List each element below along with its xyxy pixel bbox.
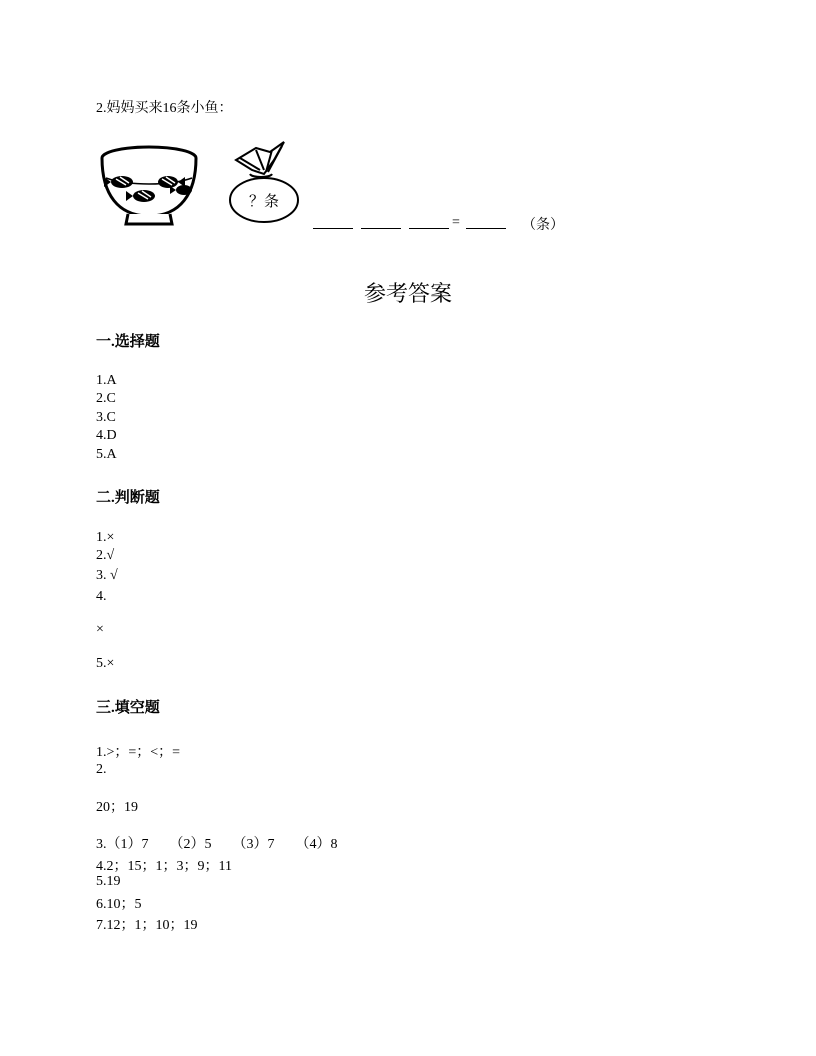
- unit-label: （条）: [522, 218, 564, 233]
- answer-line: 2.C: [96, 391, 116, 406]
- answer-line: 4.: [96, 589, 107, 604]
- answer-line: 5.×: [96, 656, 115, 671]
- blank-1: [313, 228, 353, 229]
- blank-3: [409, 228, 449, 229]
- answer-line: 4.D: [96, 428, 117, 443]
- bag-label: ？条: [248, 194, 280, 210]
- answer-line: 4.2；15；1；3；9；11: [96, 859, 232, 874]
- answer-line: 2.√: [96, 548, 115, 563]
- answer-line: 3. √: [96, 568, 118, 583]
- answer-line: 1.×: [96, 530, 115, 545]
- fish-bag-image: [226, 140, 312, 226]
- blank-answer: [466, 228, 506, 229]
- fish-bowl-image: [98, 144, 200, 230]
- question-text: 2.妈妈买来16条小鱼：: [96, 101, 233, 116]
- answer-key-title: 参考答案: [363, 281, 452, 306]
- answer-line: 5.A: [96, 447, 117, 462]
- answer-line: 6.10；5: [96, 897, 142, 912]
- answer-line: 3.C: [96, 410, 116, 425]
- answer-line: 5.19: [96, 874, 121, 889]
- answer-line: 1.>；=；<；=: [96, 745, 181, 760]
- section-heading: 一.选择题: [96, 334, 160, 350]
- answer-line: 1.A: [96, 373, 117, 388]
- answer-line: 20；19: [96, 800, 138, 815]
- section-heading: 二.判断题: [96, 490, 160, 506]
- section-heading: 三.填空题: [96, 700, 160, 716]
- answer-line: 3.（1）7 （2）5 （3）7 （4）8: [96, 837, 338, 852]
- answer-line: 7.12；1；10；19: [96, 918, 198, 933]
- blank-2: [361, 228, 401, 229]
- equals-sign: =: [452, 215, 460, 230]
- answer-line: 2.: [96, 762, 107, 777]
- answer-line: ×: [96, 622, 104, 637]
